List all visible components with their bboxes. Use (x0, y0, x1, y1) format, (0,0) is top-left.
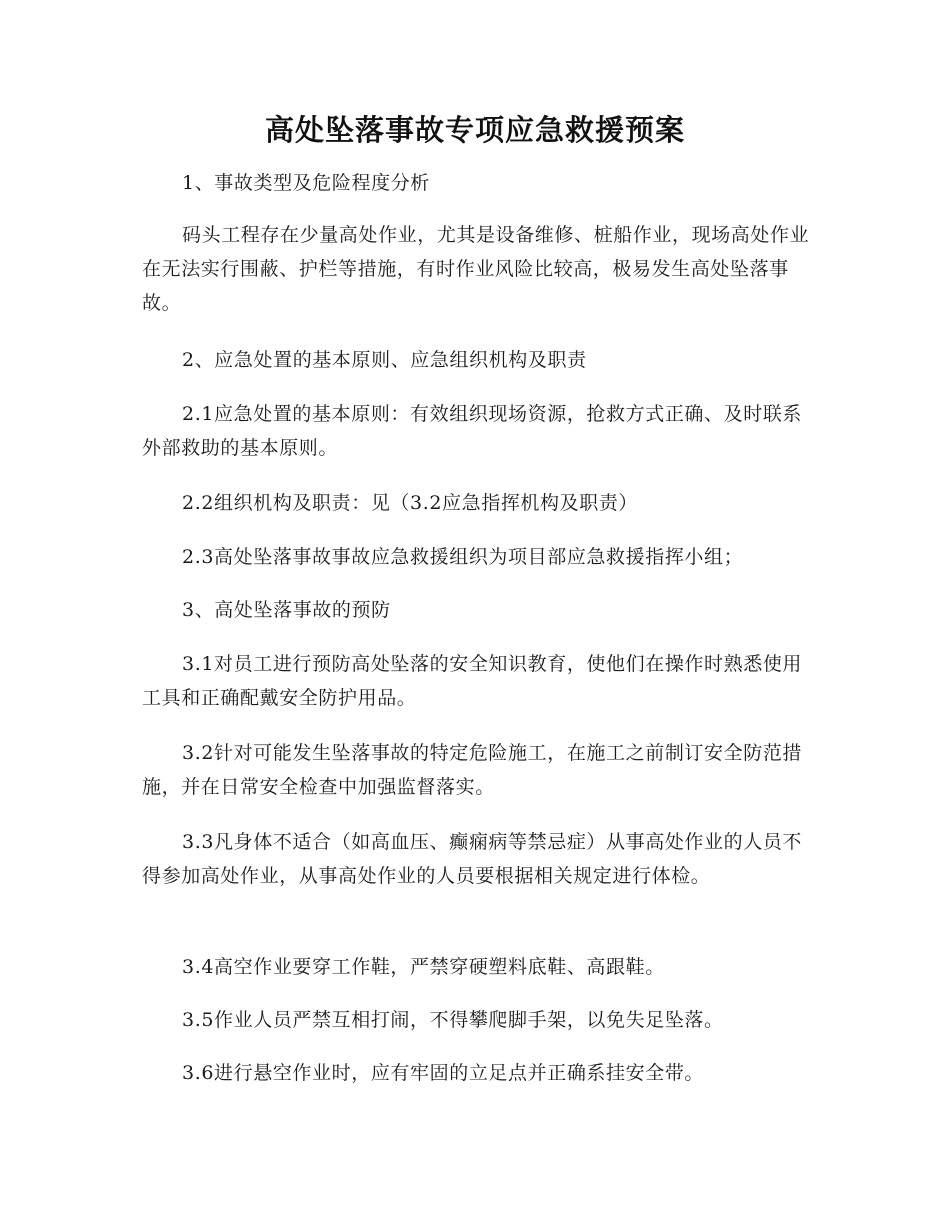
paragraph-2-1: 2.1应急处置的基本原则：有效组织现场资源，抢救方式正确、及时联系外部救助的基本原则。 (142, 403, 803, 459)
paragraph-2-3: 2.3高处坠落事故事故应急救援组织为项目部应急救援指挥小组； (182, 546, 744, 568)
paragraph-3-2: 3.2针对可能发生坠落事故的特定危险施工，在施工之前制订安全防范措施，并在日常安全检查中加强监督落实。 (142, 742, 803, 798)
paragraph-3-6: 3.6进行悬空作业时，应有牢固的立足点并正确系挂安全带。 (182, 1062, 705, 1084)
paragraph-2-2: 2.2组织机构及职责：见（3.2应急指挥机构及职责） (182, 492, 639, 514)
section-heading-2: 2、应急处置的基本原则、应急组织机构及职责 (182, 349, 587, 371)
paragraph-3-4: 3.4高空作业要穿工作鞋，严禁穿硬塑料底鞋、高跟鞋。 (182, 956, 665, 978)
paragraph-1: 码头工程存在少量高处作业，尤其是设备维修、桩船作业，现场高处作业在无法实行围蔽、护栏等措施，有时作业风险比较高，极易发生高处坠落事故。 (142, 224, 810, 314)
paragraph-3-5: 3.5作业人员严禁互相打闹，不得攀爬脚手架，以免失足坠落。 (182, 1009, 724, 1031)
paragraph-3-1: 3.1对员工进行预防高处坠落的安全知识教育，使他们在操作时熟悉使用工具和正确配戴安全防护用品。 (142, 653, 803, 709)
paragraph-3-3: 3.3凡身体不适合（如高血压、癫痫病等禁忌症）从事高处作业的人员不得参加高处作业，从事高处作业的人员要根据相关规定进行体检。 (142, 831, 803, 887)
section-heading-3: 3、高处坠落事故的预防 (182, 599, 391, 621)
document-title: 高处坠落事故专项应急救援预案 (264, 113, 685, 147)
section-heading-1: 1、事故类型及危险程度分析 (182, 172, 430, 194)
